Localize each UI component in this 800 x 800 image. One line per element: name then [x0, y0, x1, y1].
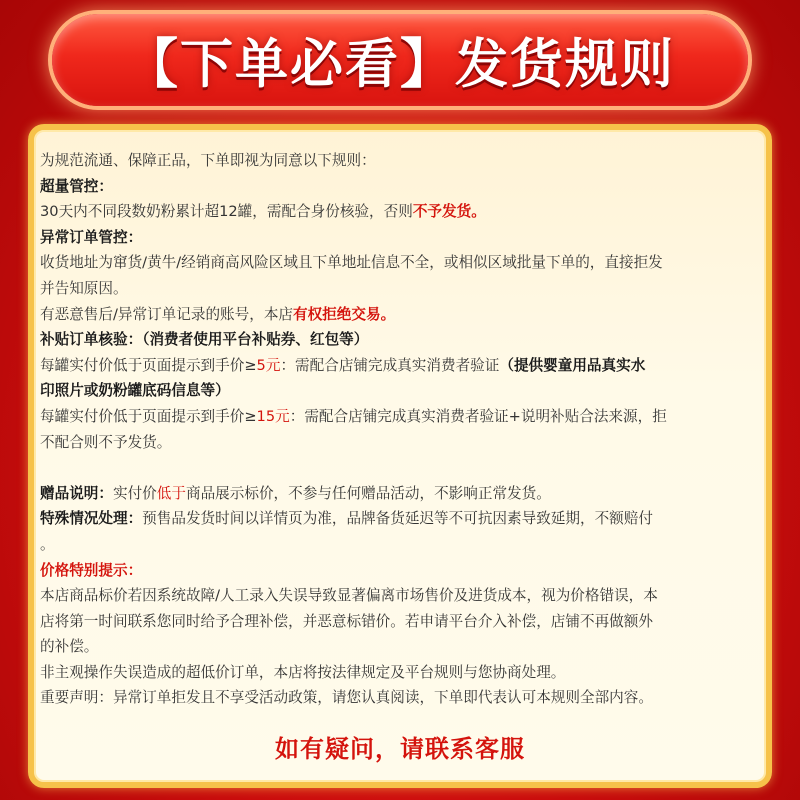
gift-pre: 实付价: [112, 484, 157, 502]
subsidy-line4: 不配合则不予发货。: [40, 433, 172, 451]
subsidy-l1-pre: 每罐实付价低于页面提示到手价≥: [40, 356, 257, 374]
excess-highlight: 不予发货。: [412, 203, 486, 221]
page-title: 【下单必看】发货规则: [125, 34, 675, 95]
header-banner: [52, 14, 748, 106]
intro-text: 为规范流通、保障正品，下单即视为同意以下规则：: [40, 152, 376, 169]
abnormal-highlight: 有权拒绝交易。: [293, 305, 396, 323]
special-text: 预售品发货时间以详情页为准，品牌备货延迟等不可抗因素导致延期，不额赔付: [142, 510, 653, 528]
subsidy-l3-post: ：需配合店铺完成真实消费者验证+说明补贴合法来源，拒: [289, 407, 667, 425]
rules-content: [40, 148, 768, 711]
subsidy-line1: [40, 353, 768, 379]
excess-heading: 超量管控：: [40, 177, 113, 195]
gift-heading: 赠品说明：: [40, 484, 113, 502]
abnormal-heading: 异常订单管控：: [40, 228, 143, 246]
gift-rule: [40, 481, 768, 507]
contact-service-text: 如有疑问，请联系客服: [275, 735, 525, 763]
special-rule: [40, 506, 768, 532]
subsidy-l1-post: ：需配合店铺完成真实消费者验证: [280, 356, 500, 374]
subsidy-l3-pre: 每罐实付价低于页面提示到手价≥: [40, 407, 257, 425]
subsidy-amount-5: 5元: [256, 356, 281, 374]
price-line4: 非主观操作失误造成的超低价订单，本店将按法律规定及平台规则与您协商处理。: [40, 663, 566, 681]
excess-rule: [40, 199, 768, 225]
excess-text: 30天内不同段数奶粉累计超12罐，需配合身份核验，否则: [40, 203, 413, 221]
abnormal-line3-text: 有恶意售后/异常订单记录的账号，本店: [40, 305, 294, 323]
subsidy-amount-15: 15元: [256, 407, 290, 425]
abnormal-line3: [40, 302, 768, 328]
price-line1: 本店商品标价若因系统故障/人工录入失误导致显著偏离市场售价及进货成本，视为价格错误，本: [40, 587, 658, 605]
abnormal-line2: 并告知原因。: [40, 279, 128, 297]
special-heading: 特殊情况处理：: [40, 510, 143, 528]
price-line5: 重要声明：异常订单拒发且不享受活动政策，请您认真阅读，下单即代表认可本规则全部内容。: [40, 689, 653, 707]
gift-post: 商品展示标价，不参与任何赠品活动，不影响正常发货。: [185, 484, 551, 502]
spacer: [40, 455, 768, 481]
price-line3: 的补偿。: [40, 638, 99, 656]
special-cont: 。: [40, 535, 55, 553]
gift-highlight: 低于: [156, 484, 186, 502]
price-heading: 价格特别提示：: [40, 561, 143, 579]
subsidy-line2: 印照片或奶粉罐底码信息等）: [40, 382, 230, 400]
rules-card: [28, 124, 772, 788]
subsidy-heading: 补贴订单核验：（消费者使用平台补贴券、红包等）: [40, 331, 369, 349]
abnormal-line1: 收货地址为窜货/黄牛/经销商高风险区域且下单地址信息不全，或相似区域批量下单的，直接拒发: [40, 254, 663, 272]
price-line2: 店将第一时间联系您同时给予合理补偿，并恶意标错价。若申请平台介入补偿，店铺不再做额外: [40, 612, 653, 630]
subsidy-line3: [40, 404, 768, 430]
subsidy-l1-bold: （提供婴童用品真实水: [499, 356, 646, 374]
